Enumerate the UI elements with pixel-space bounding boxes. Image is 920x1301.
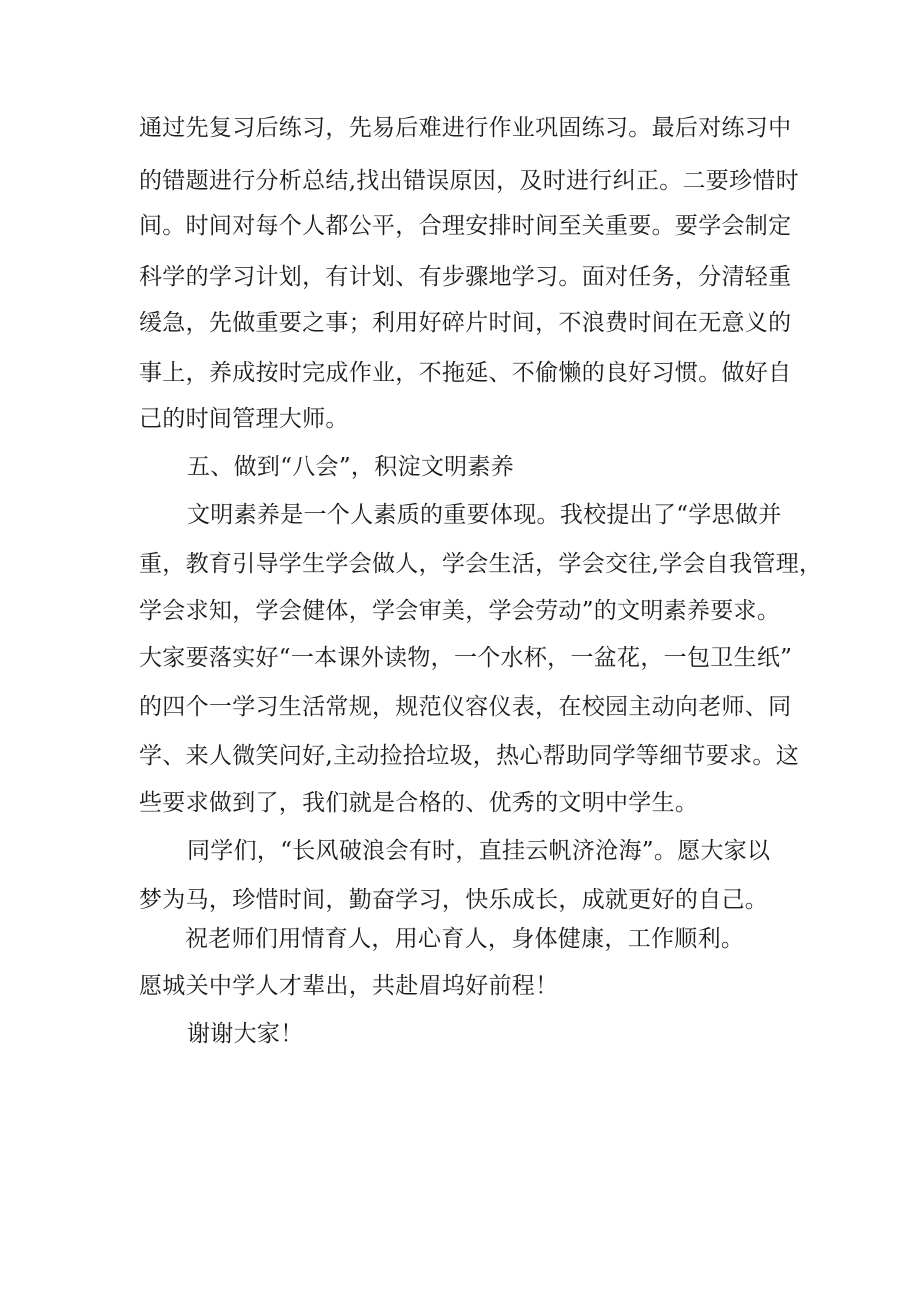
paragraph-2-line-5: 的四个一学习生活常规，规范仪容仪表，在校园主动向老师、同 — [139, 694, 792, 720]
section-heading-5: 五、做到“八会”，积淀文明素养 — [187, 454, 515, 480]
paragraph-1-line-3: 间。时间对每个人都公平，合理安排时间至关重要。要学会制定 — [139, 213, 792, 239]
paragraph-1-line-6: 事上，养成按时完成作业，不拖延、不偷懒的良好习惯。做好自 — [139, 360, 792, 386]
paragraph-3-line-1: 同学们，“长风破浪会有时，直挂云帆济沧海”。愿大家以 — [187, 838, 771, 864]
paragraph-1-line-7: 己的时间管理大师。 — [139, 406, 349, 432]
paragraph-1-line-2: 的错题进行分析总结,找出错误原因，及时进行纠正。二要珍惜时 — [139, 168, 800, 194]
paragraph-4-line-1: 祝老师们用情育人，用心育人，身体健康，工作顺利。 — [185, 926, 745, 952]
paragraph-2-line-2: 重，教育引导学生学会做人，学会生活，学会交往,学会自我管理， — [139, 551, 823, 577]
paragraph-1-line-4: 科学的学习计划，有计划、有步骤地学习。面对任务，分清轻重 — [139, 264, 792, 290]
paragraph-2-line-1: 文明素养是一个人素质的重要体现。我校提出了“学思做并 — [187, 502, 782, 528]
paragraph-1-line-5: 缓急，先做重要之事；利用好碎片时间，不浪费时间在无意义的 — [139, 310, 792, 336]
paragraph-1-line-1: 通过先复习后练习，先易后难进行作业巩固练习。最后对练习中 — [139, 115, 792, 141]
paragraph-2-line-7: 些要求做到了，我们就是合格的、优秀的文明中学生。 — [139, 790, 699, 816]
paragraph-3-line-2: 梦为马，珍惜时间，勤奋学习，快乐成长，成就更好的自己。 — [139, 887, 769, 913]
paragraph-4-line-2: 愿城关中学人才辈出，共赴眉坞好前程！ — [139, 973, 559, 999]
paragraph-2-line-3: 学会求知，学会健体，学会审美，学会劳动”的文明素养要求。 — [139, 598, 781, 624]
paragraph-2-line-6: 学、来人微笑问好,主动捡拾垃圾，热心帮助同学等细节要求。这 — [139, 743, 800, 769]
closing-thanks: 谢谢大家！ — [187, 1021, 304, 1047]
paragraph-2-line-4: 大家要落实好“一本课外读物，一个水杯，一盆花，一包卫生纸” — [139, 645, 793, 671]
